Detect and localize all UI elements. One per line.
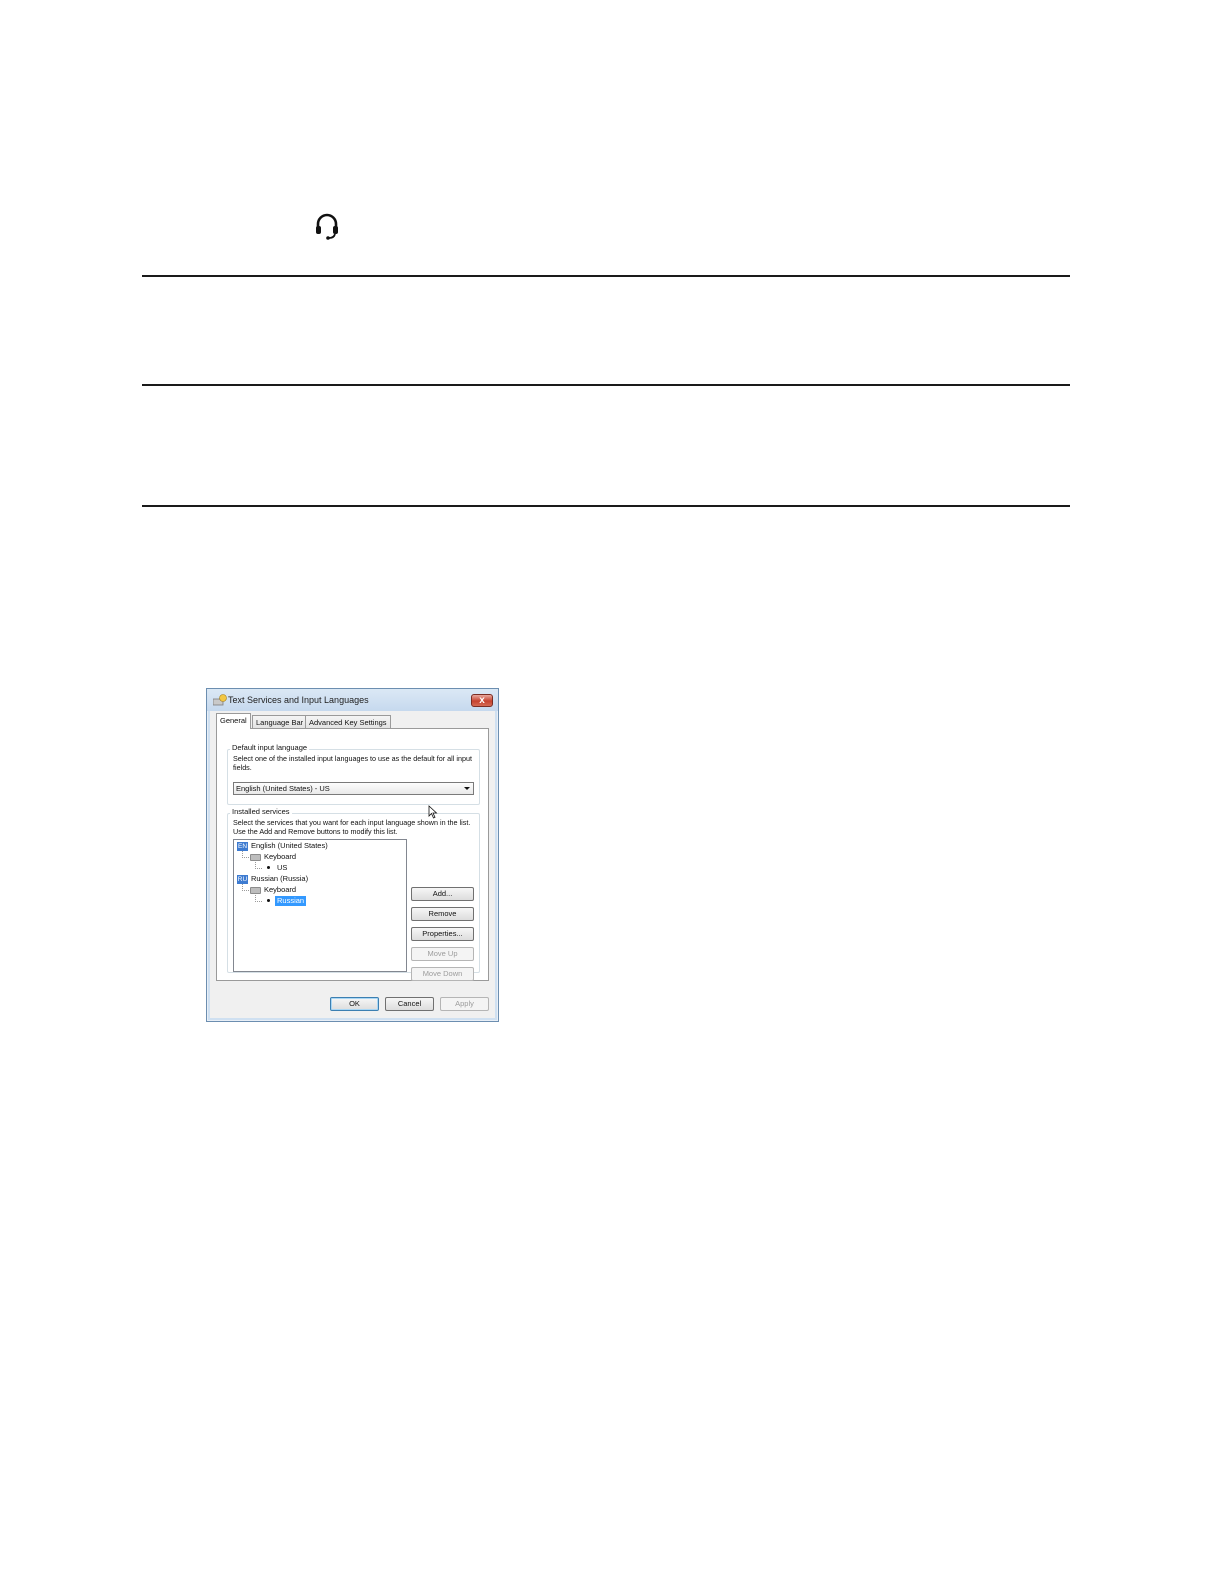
tree-connector	[255, 862, 262, 869]
lang-badge-en: EN	[237, 843, 248, 850]
tab-advanced-key-settings[interactable]: Advanced Key Settings	[305, 715, 391, 728]
tree-item-english[interactable]: English (United States)	[251, 841, 328, 850]
tree-item-keyboard[interactable]: Keyboard	[264, 852, 297, 861]
properties-button[interactable]: Properties...	[411, 927, 474, 941]
move-up-button[interactable]: Move Up	[411, 947, 474, 961]
bullet-icon	[267, 866, 270, 869]
tree-item-layout-russian[interactable]: Russian	[277, 896, 305, 905]
add-button[interactable]: Add...	[411, 887, 474, 901]
tree-connector	[242, 884, 249, 891]
default-input-language-label: Default input language	[232, 743, 308, 752]
dropdown-selected-value: English (United States) - US	[236, 784, 330, 793]
mouse-pointer-icon	[428, 805, 438, 819]
ok-button[interactable]: OK	[330, 997, 379, 1011]
tab-language-bar[interactable]: Language Bar	[252, 715, 307, 728]
keyboard-icon	[250, 854, 261, 861]
lang-badge-ru: RU	[237, 876, 248, 883]
dialog-title: Text Services and Input Languages	[228, 695, 369, 705]
tab-general[interactable]: General	[216, 713, 251, 729]
dialog-titlebar[interactable]	[207, 689, 498, 711]
keyboard-icon	[250, 887, 261, 894]
tree-connector	[242, 851, 249, 858]
close-button[interactable]: x	[471, 694, 493, 707]
tree-item-keyboard[interactable]: Keyboard	[264, 885, 297, 894]
horizontal-rule	[142, 275, 1070, 277]
apply-button[interactable]: Apply	[440, 997, 489, 1011]
horizontal-rule	[142, 384, 1070, 386]
tree-connector	[255, 895, 262, 902]
default-input-language-dropdown[interactable]	[233, 782, 474, 795]
headset-icon	[314, 212, 340, 240]
tree-item-russian[interactable]: Russian (Russia)	[251, 874, 309, 883]
remove-button[interactable]: Remove	[411, 907, 474, 921]
horizontal-rule	[142, 505, 1070, 507]
installed-services-description: Select the services that you want for each input language shown in the list. Use the Add and Remove buttons to modify this list.	[233, 818, 471, 836]
installed-services-tree[interactable]	[233, 839, 407, 972]
cancel-button[interactable]: Cancel	[385, 997, 434, 1011]
move-down-button[interactable]: Move Down	[411, 967, 474, 981]
general-tab-panel	[216, 728, 489, 981]
installed-services-label: Installed services	[232, 807, 290, 816]
keyboard-globe-icon	[213, 694, 227, 706]
default-input-description: Select one of the installed input languages to use as the default for all input fields.	[233, 754, 472, 772]
text-services-dialog	[206, 688, 499, 1022]
bullet-icon	[267, 899, 270, 902]
dialog-client-area	[210, 711, 495, 1018]
tree-item-layout-us[interactable]: US	[277, 863, 288, 872]
chevron-down-icon	[464, 787, 470, 790]
